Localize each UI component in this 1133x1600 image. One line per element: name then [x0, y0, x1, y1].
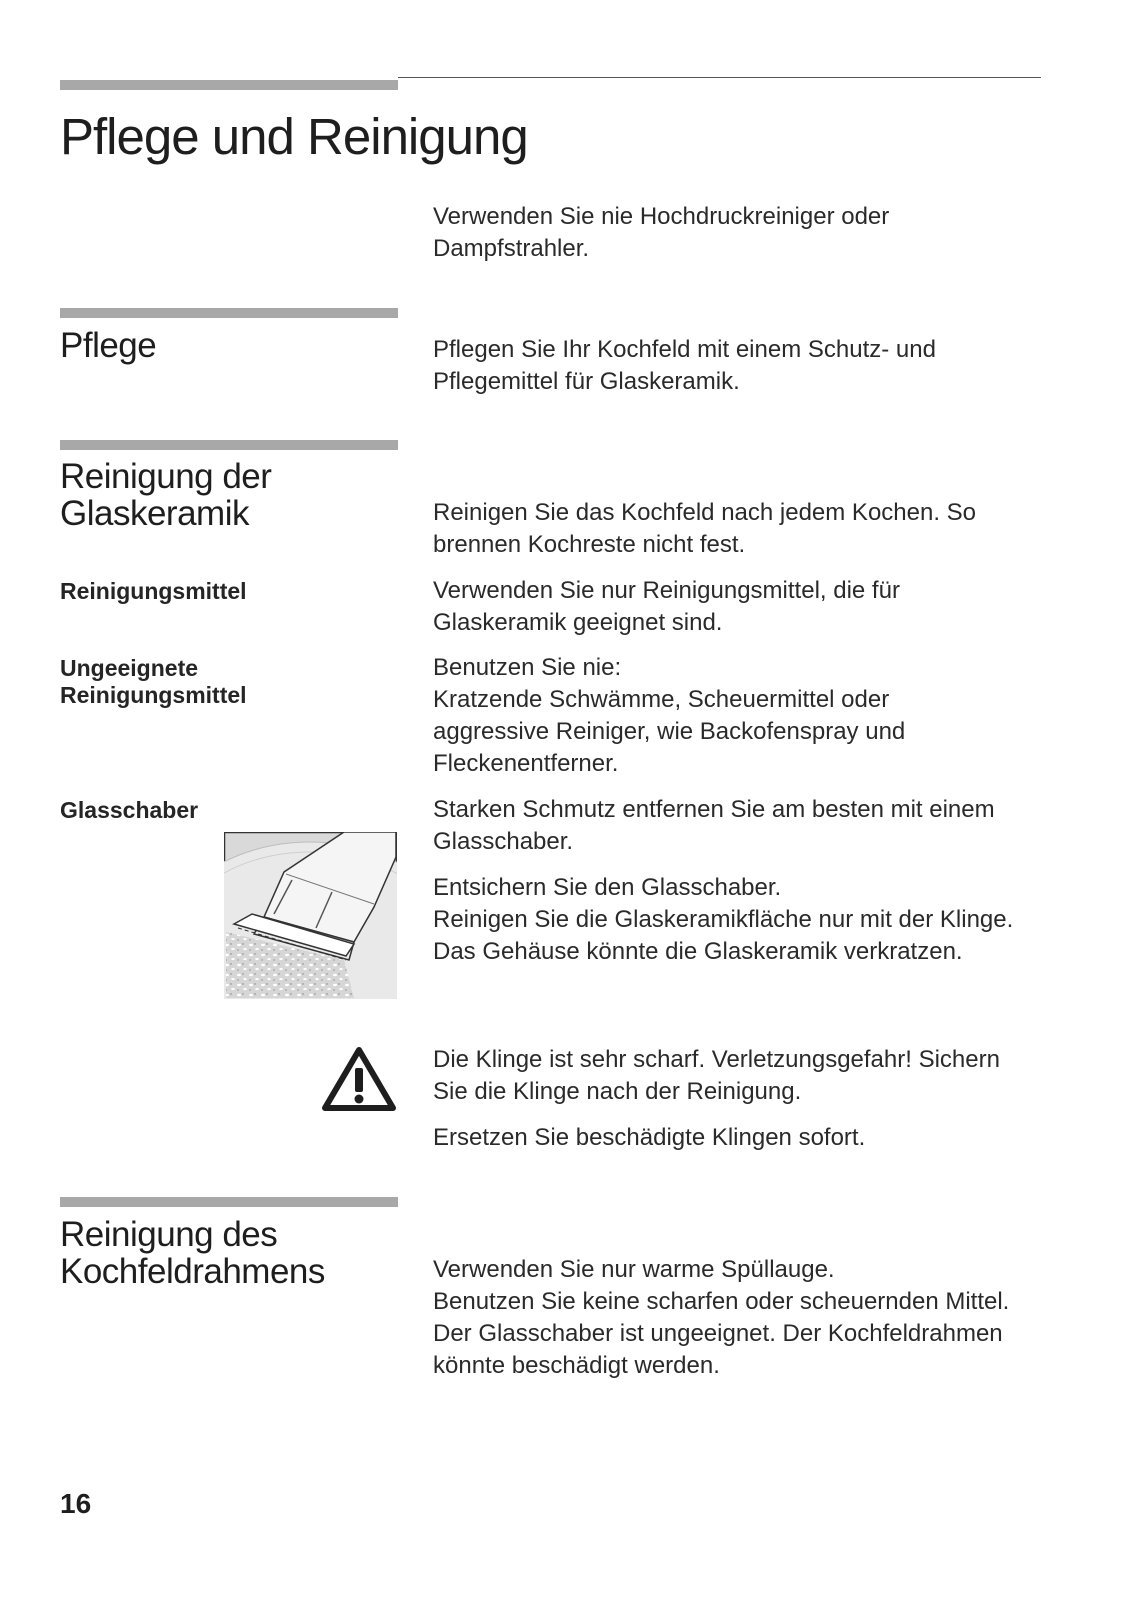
- section-heading-glaskeramik: [60, 458, 271, 532]
- kochfeldrahmen-text: [433, 1254, 1083, 1382]
- ungeeignete-line: Benutzen Sie nie:: [433, 654, 622, 681]
- ungeeignete-line: Fleckenentferner.: [433, 750, 619, 777]
- section-heading-kochfeldrahmen: [60, 1216, 325, 1290]
- kochfeldrahmen-line: könnte beschädigt werden.: [433, 1352, 720, 1379]
- pflege-line: Pflegen Sie Ihr Kochfeld mit einem Schutz- und: [433, 336, 936, 363]
- glasschaber-line: Glasschaber.: [433, 828, 574, 855]
- heading-line: Kochfeldrahmens: [60, 1252, 325, 1291]
- subheading-ungeeignete: [60, 655, 247, 709]
- glasschaber-text-1: [433, 794, 1073, 858]
- glasschaber-line: Reinigen Sie die Glaskeramikfläche nur mit der Klinge.: [433, 906, 1014, 933]
- subheading-line: Ungeeignete: [60, 655, 199, 681]
- top-rule-thick: [60, 80, 398, 90]
- kochfeldrahmen-line: Benutzen Sie keine scharfen oder scheuernden Mittel.: [433, 1288, 1010, 1315]
- reinigungsmittel-text: [433, 575, 1073, 639]
- section-rule-kochfeldrahmen: [60, 1197, 398, 1207]
- glass-scraper-illustration: [224, 832, 397, 999]
- pflege-text: [433, 334, 1073, 398]
- intro-text: [433, 201, 1073, 265]
- glaskeramik-line: Reinigen Sie das Kochfeld nach jedem Kochen. So: [433, 499, 977, 526]
- glasschaber-line: Das Gehäuse könnte die Glaskeramik verkratzen.: [433, 938, 963, 965]
- intro-line: Verwenden Sie nie Hochdruckreiniger oder: [433, 203, 890, 230]
- glasschaber-line: Starken Schmutz entfernen Sie am besten mit einem: [433, 796, 995, 823]
- kochfeldrahmen-line: Der Glasschaber ist ungeeignet. Der Kochfeldrahmen: [433, 1320, 1003, 1347]
- subheading-line: Reinigungsmittel: [60, 682, 247, 708]
- section-rule-pflege: [60, 308, 398, 318]
- page-title: Pflege und Reinigung: [60, 108, 528, 165]
- pflege-line: Pflegemittel für Glaskeramik.: [433, 368, 740, 395]
- warning-text-2: [433, 1122, 1073, 1154]
- glasschaber-line: Entsichern Sie den Glasschaber.: [433, 874, 782, 901]
- glaskeramik-line: brennen Kochreste nicht fest.: [433, 531, 746, 558]
- ungeeignete-line: aggressive Reiniger, wie Backofenspray und: [433, 718, 906, 745]
- ungeeignete-line: Kratzende Schwämme, Scheuermittel oder: [433, 686, 890, 713]
- top-rule-thin: [398, 77, 1041, 78]
- heading-line: Reinigung des: [60, 1215, 278, 1254]
- heading-line: Reinigung der: [60, 457, 272, 496]
- warning-triangle-icon: [321, 1046, 397, 1112]
- kochfeldrahmen-line: Verwenden Sie nur warme Spüllauge.: [433, 1256, 835, 1283]
- reinigungsmittel-line: Glaskeramik geeignet sind.: [433, 609, 723, 636]
- subheading-glasschaber: Glasschaber: [60, 797, 199, 823]
- warning-line: Ersetzen Sie beschädigte Klingen sofort.: [433, 1124, 866, 1151]
- subheading-reinigungsmittel: Reinigungsmittel: [60, 578, 247, 604]
- warning-text: [433, 1044, 1083, 1108]
- section-rule-glaskeramik: [60, 440, 398, 450]
- intro-line: Dampfstrahler.: [433, 235, 590, 262]
- warning-line: Sie die Klinge nach der Reinigung.: [433, 1078, 802, 1105]
- glasschaber-text-2: [433, 872, 1083, 968]
- page-number: 16: [60, 1488, 92, 1519]
- glaskeramik-text: [433, 497, 1073, 561]
- section-heading-pflege: Pflege: [60, 326, 157, 365]
- heading-line: Glaskeramik: [60, 494, 249, 533]
- reinigungsmittel-line: Verwenden Sie nur Reinigungsmittel, die für: [433, 577, 900, 604]
- ungeeignete-text: [433, 652, 1073, 780]
- warning-line: Die Klinge ist sehr scharf. Verletzungsgefahr! Sichern: [433, 1046, 1000, 1073]
